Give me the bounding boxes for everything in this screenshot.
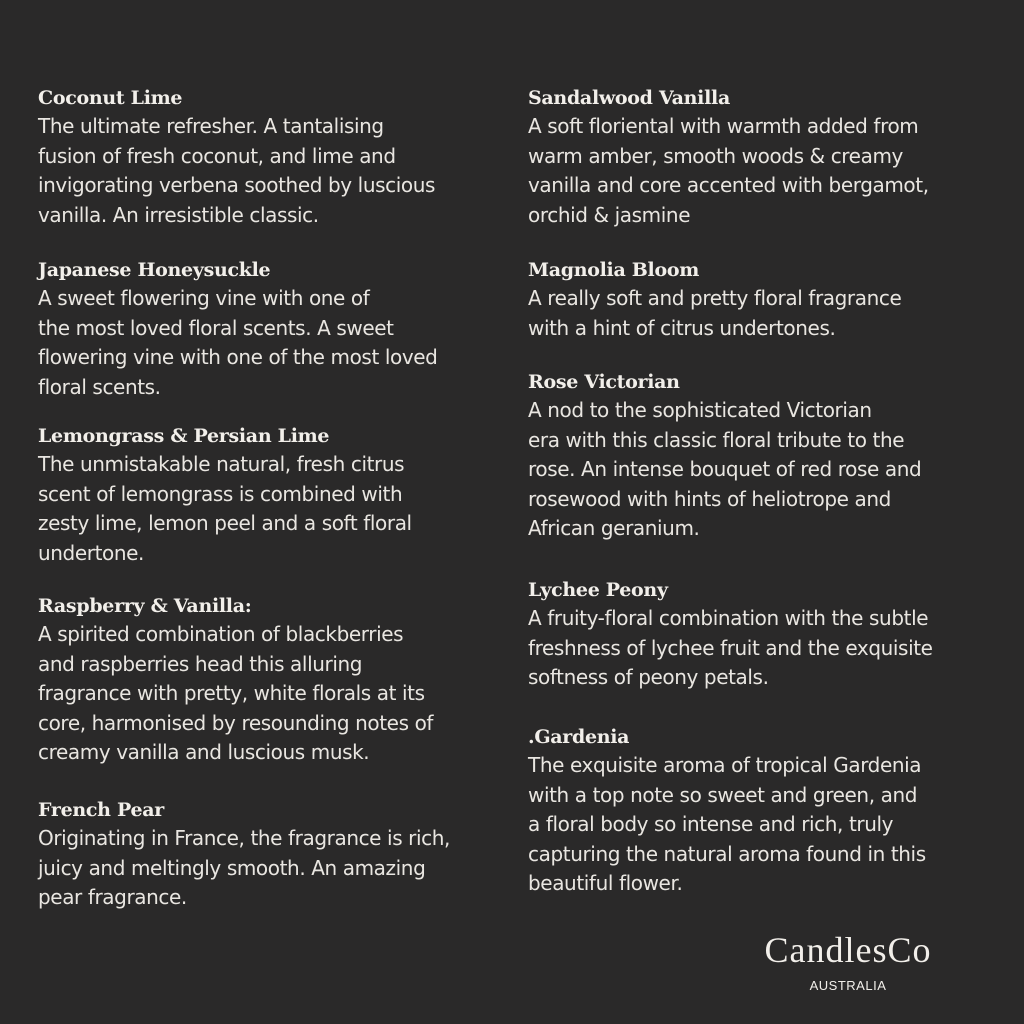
scent-name: Lemongrass & Persian Lime xyxy=(38,425,330,447)
scent-description xyxy=(528,284,998,343)
desc-line: with a top note so sweet and green, and xyxy=(528,782,918,807)
desc-line: vanilla. An irresistible classic. xyxy=(38,202,319,227)
logo-subtitle: AUSTRALIA xyxy=(809,978,887,993)
scent-description xyxy=(38,824,498,913)
desc-line: era with this classic floral tribute to the xyxy=(528,427,905,452)
desc-line: invigorating verbena soothed by luscious xyxy=(38,173,436,197)
desc-line: core, harmonised by resounding notes of xyxy=(38,710,434,735)
desc-line: floral scents. xyxy=(38,374,161,399)
desc-line: A sweet flowering vine with one of xyxy=(38,286,370,310)
desc-line: The exquisite aroma of tropical Gardenia xyxy=(528,753,922,777)
desc-line: rosewood with hints of heliotrope and xyxy=(528,486,891,511)
desc-line: freshness of lychee fruit and the exquisite xyxy=(528,635,933,660)
desc-line: The unmistakable natural, fresh citrus xyxy=(38,452,405,476)
desc-line: fragrance with pretty, white florals at its xyxy=(38,681,425,705)
desc-line: fusion of fresh coconut, and lime and xyxy=(38,143,396,168)
scent-description xyxy=(528,751,998,899)
desc-line: warm amber, smooth woods & creamy xyxy=(528,143,903,168)
desc-line: juicy and meltingly smooth. An amazing xyxy=(38,855,426,880)
desc-line: flowering vine with one of the most loved xyxy=(38,345,438,369)
desc-line: Originating in France, the fragrance is rich, xyxy=(38,826,450,850)
desc-line: A really soft and pretty floral fragrance xyxy=(528,286,902,310)
desc-line: scent of lemongrass is combined with xyxy=(38,481,403,506)
scent-coconut-lime xyxy=(38,86,498,230)
scent-name: Sandalwood Vanilla xyxy=(528,87,730,109)
scent-description xyxy=(38,284,498,402)
brand-logo xyxy=(733,928,963,993)
scent-name: Rose Victorian xyxy=(528,371,680,393)
desc-line: rose. An intense bouquet of red rose and xyxy=(528,457,922,481)
desc-line: with a hint of citrus undertones. xyxy=(528,315,836,340)
scent-name: Raspberry & Vanilla: xyxy=(38,595,252,617)
scent-magnolia-bloom xyxy=(528,258,998,343)
scent-gardenia xyxy=(528,725,998,899)
scent-name: .Gardenia xyxy=(528,726,630,748)
scent-description xyxy=(528,112,998,230)
scent-name: Coconut Lime xyxy=(38,87,183,109)
scent-description xyxy=(528,396,998,544)
desc-line: A fruity-floral combination with the subtle xyxy=(528,606,929,630)
desc-line: pear fragrance. xyxy=(38,885,187,909)
desc-line: beautiful flower. xyxy=(528,871,683,895)
desc-line: creamy vanilla and luscious musk. xyxy=(38,740,370,764)
desc-line: African geranium. xyxy=(528,516,700,540)
scent-japanese-honeysuckle xyxy=(38,258,498,402)
scent-rose-victorian xyxy=(528,370,998,544)
desc-line: A spirited combination of blackberries xyxy=(38,622,404,646)
scent-name: Magnolia Bloom xyxy=(528,259,700,281)
desc-line: A nod to the sophisticated Victorian xyxy=(528,398,872,422)
desc-line: a floral body so intense and rich, truly xyxy=(528,812,894,836)
desc-line: the most loved floral scents. A sweet xyxy=(38,315,394,340)
desc-line: vanilla and core accented with bergamot, xyxy=(528,173,929,197)
desc-line: orchid & jasmine xyxy=(528,202,691,227)
scent-description xyxy=(528,604,998,693)
scent-name: Japanese Honeysuckle xyxy=(38,259,271,281)
scent-french-pear xyxy=(38,798,498,913)
scent-name: French Pear xyxy=(38,799,164,821)
scent-description xyxy=(38,112,498,230)
scent-raspberry-vanilla xyxy=(38,594,498,768)
desc-line: A soft floriental with warmth added from xyxy=(528,114,919,138)
desc-line: zesty lime, lemon peel and a soft floral xyxy=(38,511,412,535)
desc-line: The ultimate refresher. A tantalising xyxy=(38,114,384,138)
logo-wordmark: CandlesCo xyxy=(764,930,932,970)
scent-lemongrass-persian-lime xyxy=(38,424,498,568)
desc-line: capturing the natural aroma found in this xyxy=(528,841,926,866)
scent-name: Lychee Peony xyxy=(528,579,668,601)
desc-line: undertone. xyxy=(38,540,144,565)
desc-line: and raspberries head this alluring xyxy=(38,651,363,676)
scent-lychee-peony xyxy=(528,578,998,693)
desc-line: softness of peony petals. xyxy=(528,665,769,689)
scent-description xyxy=(38,450,498,568)
scent-sandalwood-vanilla xyxy=(528,86,998,230)
scent-description xyxy=(38,620,498,768)
